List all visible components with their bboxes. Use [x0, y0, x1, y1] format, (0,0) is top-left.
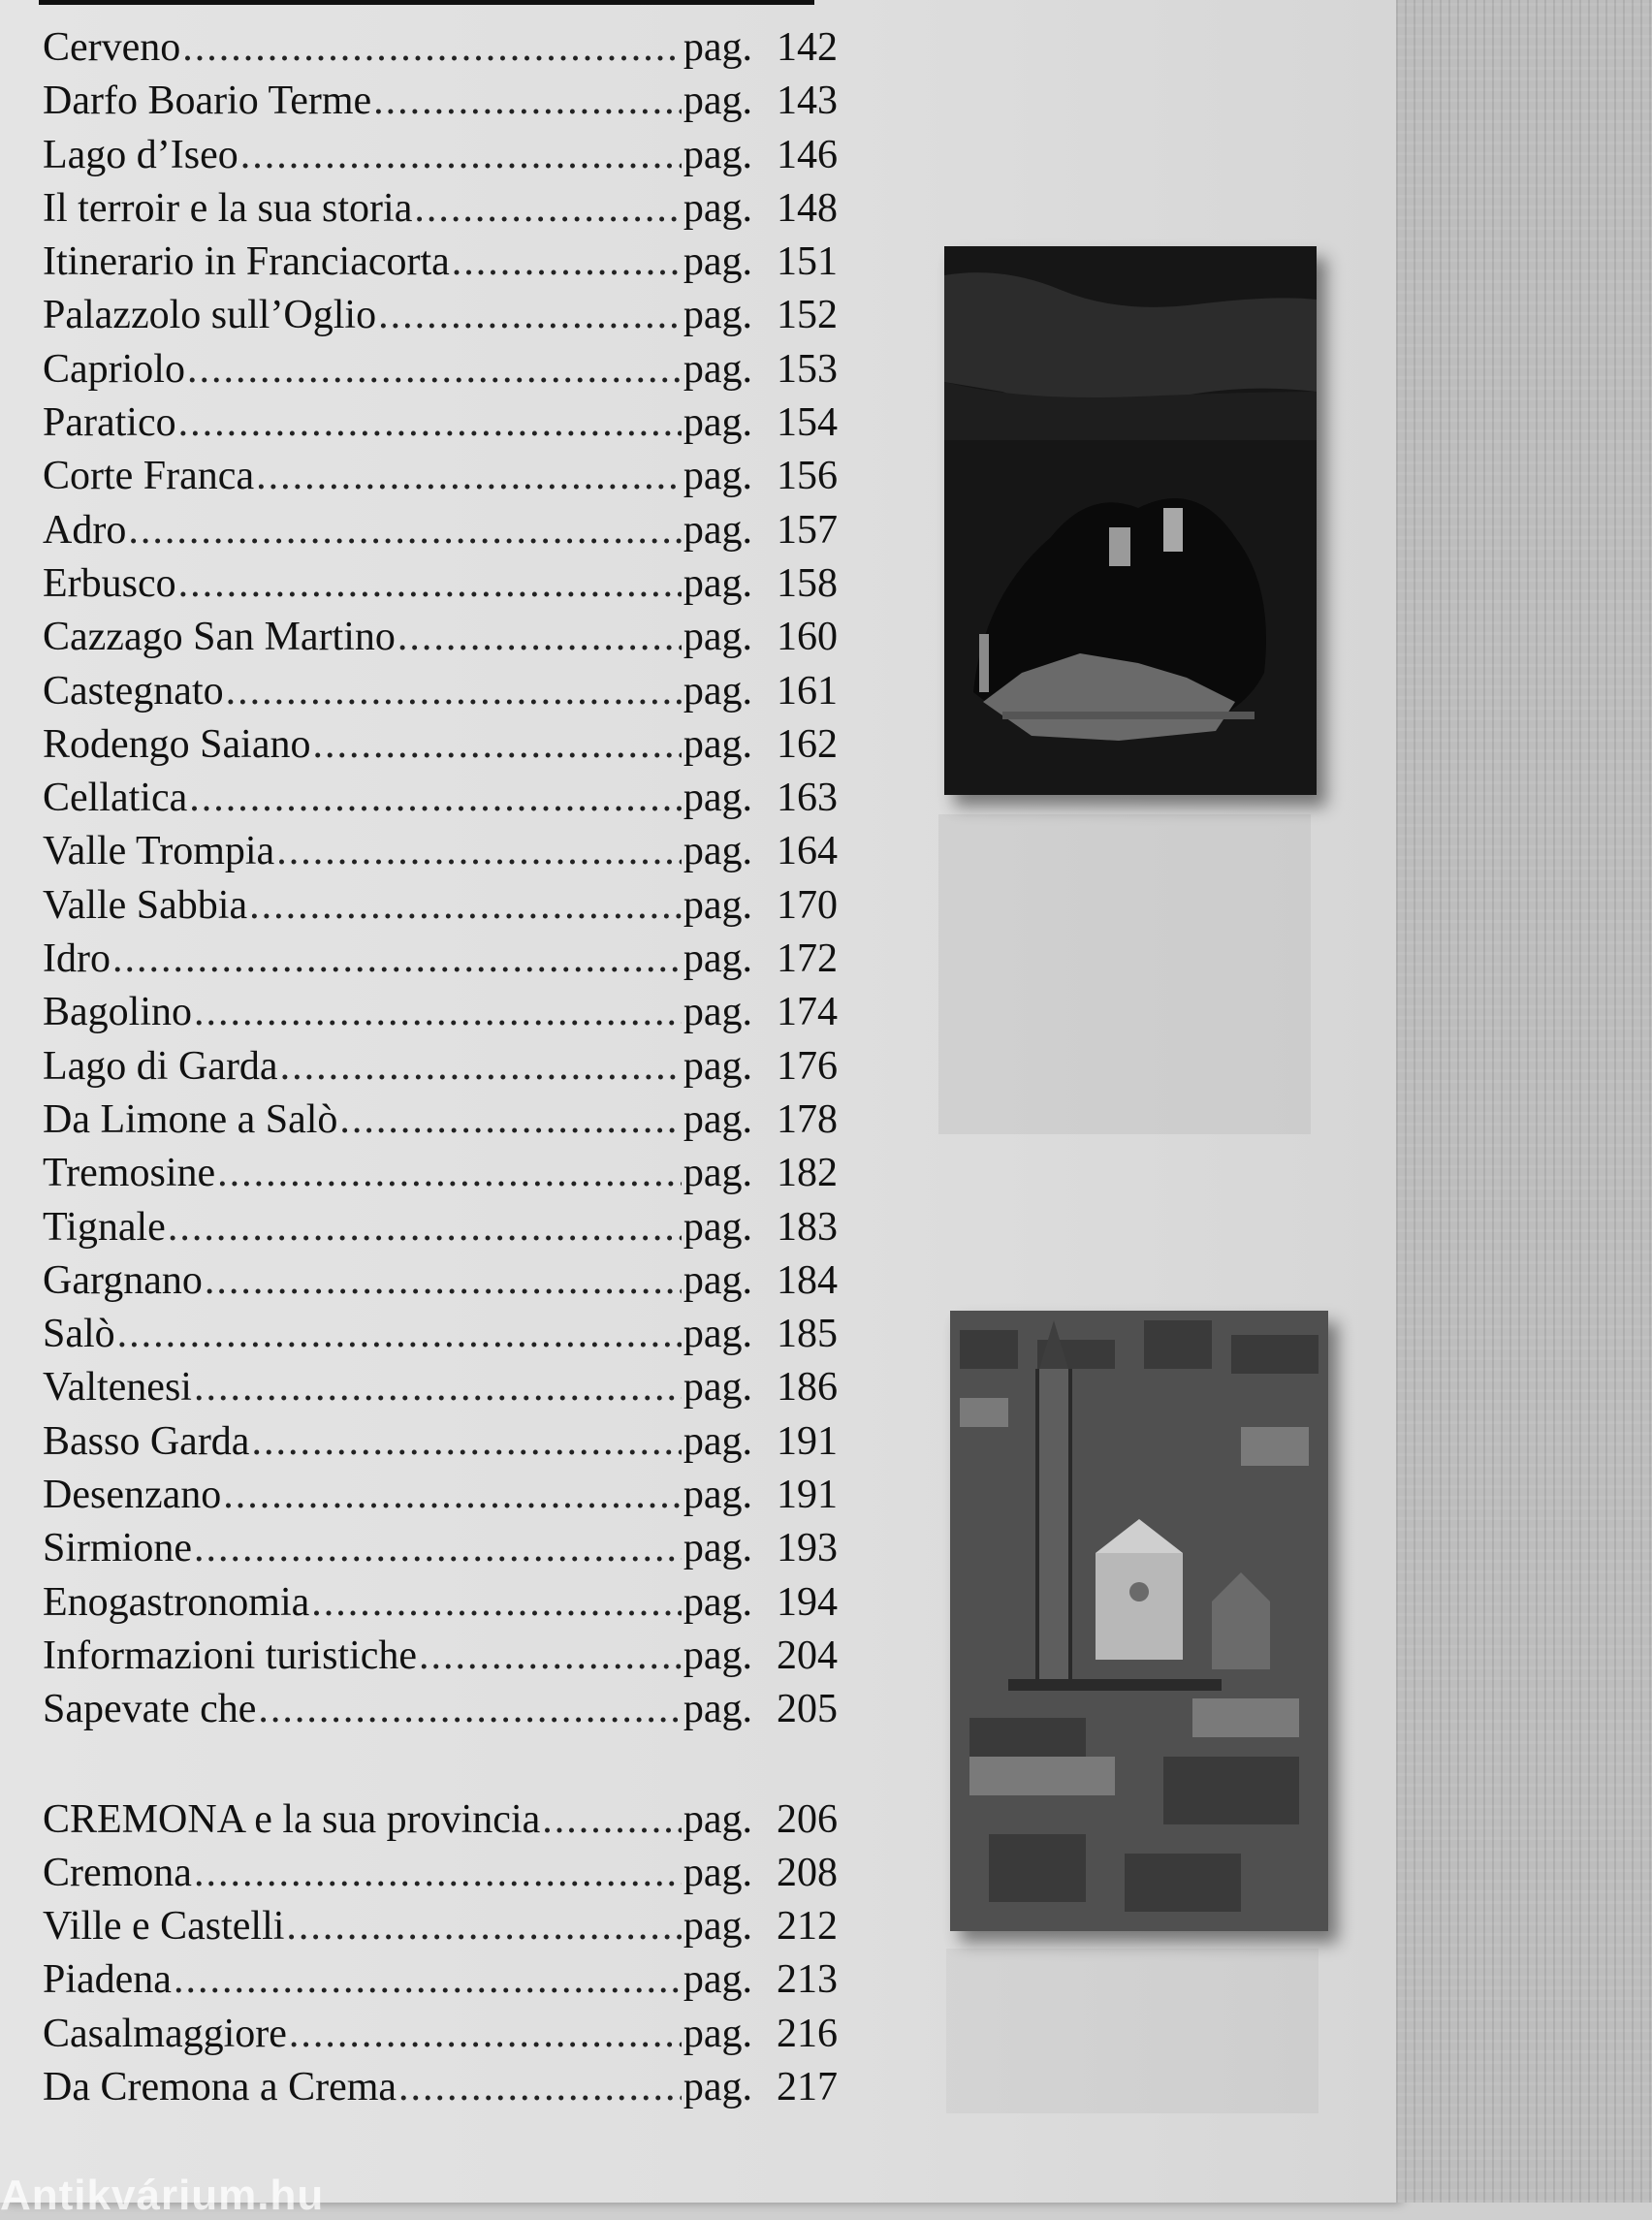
toc-entry — [43, 238, 838, 292]
toc-entry-title: Capriolo — [43, 346, 185, 392]
toc-entry-title: Cellatica — [43, 776, 188, 821]
leader-dots — [312, 721, 681, 768]
toc-entry — [43, 1686, 838, 1739]
toc-entry-page-number: 161 — [777, 668, 838, 714]
leader-dots — [174, 1956, 682, 2003]
toc-entry — [43, 668, 838, 721]
toc-entry-page-number: 153 — [777, 346, 838, 392]
toc-entry-title: Casalmaggiore — [43, 2011, 287, 2056]
toc-entry — [43, 1096, 838, 1150]
toc-entry-title: Basso Garda — [43, 1418, 250, 1464]
toc-entry-page-number: 170 — [777, 882, 838, 928]
leader-dots — [280, 1043, 682, 1090]
toc-entry-title: Sapevate che — [43, 1687, 257, 1732]
book-edge-background — [1396, 0, 1652, 2203]
toc-entry-page-label: pag. — [683, 1204, 752, 1250]
toc-entry-page-number: 163 — [777, 776, 838, 821]
toc-entry-page-number: 162 — [777, 721, 838, 767]
toc-entry-title: Tignale — [43, 1204, 166, 1250]
toc-entry-page-number: 193 — [777, 1526, 838, 1571]
toc-entry — [43, 882, 838, 936]
toc-entry-page-label: pag. — [683, 1796, 752, 1842]
toc-entry-page-label: pag. — [683, 1904, 752, 1950]
toc-entry-page-label: pag. — [683, 1850, 752, 1895]
toc-entry-page-number: 216 — [777, 2011, 838, 2056]
leader-dots — [286, 1903, 681, 1950]
toc-entry — [43, 1850, 838, 1903]
toc-entry-page-label: pag. — [683, 1633, 752, 1678]
toc-entry-page-number: 172 — [777, 936, 838, 982]
toc-entry — [43, 1903, 838, 1956]
leader-dots — [452, 238, 682, 285]
leader-dots — [414, 185, 682, 232]
leader-dots — [373, 78, 682, 124]
toc-entry-title: Lago di Garda — [43, 1043, 278, 1089]
photo-city-drawing — [950, 1311, 1328, 1931]
toc-entry-page-label: pag. — [683, 1151, 752, 1196]
toc-entry-title: Enogastronomia — [43, 1579, 310, 1625]
toc-entry — [43, 828, 838, 881]
toc-entry-page-number: 191 — [777, 1473, 838, 1518]
toc-entry — [43, 936, 838, 989]
top-rule — [39, 0, 814, 5]
toc-entry-page-number: 183 — [777, 1204, 838, 1250]
section-gap — [43, 1740, 838, 1796]
toc-entry — [43, 399, 838, 453]
toc-entry-page-number: 157 — [777, 507, 838, 553]
leader-dots — [289, 2011, 682, 2057]
toc-entry — [43, 1150, 838, 1203]
toc-entry-page-number: 212 — [777, 1904, 838, 1950]
toc-entry-page-label: pag. — [683, 2064, 752, 2109]
leader-dots — [189, 775, 682, 821]
leader-dots — [194, 989, 682, 1035]
watermark: Antikvárium.hu — [0, 2172, 325, 2219]
toc-entry — [43, 1956, 838, 2010]
toc-entry-page-number: 194 — [777, 1579, 838, 1625]
toc-entry-page-number: 151 — [777, 239, 838, 285]
toc-entry-page-number: 184 — [777, 1257, 838, 1303]
leader-dots — [223, 1472, 682, 1518]
toc-entry-page-label: pag. — [683, 1687, 752, 1732]
leader-dots — [168, 1204, 682, 1251]
toc-entry — [43, 1257, 838, 1311]
leader-dots — [240, 132, 682, 178]
toc-entry — [43, 346, 838, 399]
toc-entry-page-number: 217 — [777, 2064, 838, 2109]
toc-entry-page-label: pag. — [683, 239, 752, 285]
toc-entry — [43, 185, 838, 238]
photo-lake-drawing — [944, 246, 1317, 795]
leader-dots — [226, 668, 682, 714]
toc-entry-page-number: 208 — [777, 1850, 838, 1895]
leader-dots — [419, 1633, 682, 1679]
toc-entry-title: Desenzano — [43, 1473, 222, 1518]
toc-entry — [43, 1796, 838, 1850]
toc-entry-page-label: pag. — [683, 829, 752, 874]
toc-entry-page-label: pag. — [683, 776, 752, 821]
toc-entry-title: Adro — [43, 507, 127, 553]
toc-entry-page-label: pag. — [683, 185, 752, 231]
toc-entry-title: Tremosine — [43, 1151, 216, 1196]
toc-entry — [43, 24, 838, 78]
toc-entry-page-number: 174 — [777, 990, 838, 1035]
toc-entry-page-number: 156 — [777, 454, 838, 499]
leader-dots — [178, 399, 682, 446]
toc-entry — [43, 775, 838, 828]
toc-entry-page-label: pag. — [683, 1957, 752, 2003]
leader-dots — [258, 1686, 681, 1732]
toc-entry-page-label: pag. — [683, 1365, 752, 1411]
toc-entry-page-label: pag. — [683, 668, 752, 714]
toc-entry-page-label: pag. — [683, 2011, 752, 2056]
leader-dots — [398, 2064, 682, 2110]
toc-entry-page-number: 158 — [777, 560, 838, 606]
leader-dots — [249, 882, 682, 929]
toc-entry-title: Ville e Castelli — [43, 1904, 285, 1950]
toc-entry — [43, 1204, 838, 1257]
toc-entry-page-number: 164 — [777, 829, 838, 874]
photo-lake-island-castle — [944, 246, 1317, 795]
toc-entry-page-number: 143 — [777, 79, 838, 124]
toc-entry-title: Castegnato — [43, 668, 224, 714]
toc-entry — [43, 1311, 838, 1364]
toc-entry-title: Piadena — [43, 1957, 172, 2003]
leader-dots — [311, 1579, 682, 1626]
leader-dots — [194, 1850, 682, 1896]
toc-entry-title: Cremona — [43, 1850, 192, 1895]
toc-entry-title: Cerveno — [43, 25, 181, 70]
toc-entry-title: Rodengo Saiano — [43, 721, 311, 767]
toc-entry-page-label: pag. — [683, 1096, 752, 1142]
leader-dots — [194, 1525, 682, 1571]
toc-entry — [43, 1364, 838, 1417]
toc-entry — [43, 132, 838, 185]
leader-dots — [194, 1364, 682, 1411]
toc-entry-page-number: 178 — [777, 1096, 838, 1142]
toc-entry-page-label: pag. — [683, 25, 752, 70]
toc-entry — [43, 1633, 838, 1686]
toc-entry-page-label: pag. — [683, 293, 752, 338]
toc-entry-title: Gargnano — [43, 1257, 203, 1303]
toc-entry — [43, 560, 838, 614]
toc-entry — [43, 292, 838, 345]
leader-dots — [339, 1096, 681, 1143]
toc-entry-page-label: pag. — [683, 507, 752, 553]
toc-entry — [43, 1043, 838, 1096]
toc-entry-page-label: pag. — [683, 400, 752, 446]
toc-entry-title: Salò — [43, 1312, 115, 1357]
toc-entry-title: Erbusco — [43, 560, 176, 606]
toc-entry-page-number: 206 — [777, 1796, 838, 1842]
toc-entry-page-label: pag. — [683, 882, 752, 928]
toc-entry-page-label: pag. — [683, 132, 752, 177]
toc-entry-page-number: 204 — [777, 1633, 838, 1678]
leader-dots — [178, 560, 682, 607]
toc-entry-page-number: 205 — [777, 1687, 838, 1732]
toc-entry-title: Paratico — [43, 400, 176, 446]
leader-dots — [256, 453, 682, 499]
leader-dots — [251, 1418, 681, 1465]
toc-entry-page-label: pag. — [683, 1312, 752, 1357]
toc-entry-page-number: 160 — [777, 615, 838, 660]
faded-bleed-through — [938, 814, 1311, 1134]
toc-entry-title: CREMONA e la sua provincia — [43, 1796, 541, 1842]
toc-entry-title: Bagolino — [43, 990, 192, 1035]
toc-entry-title: Corte Franca — [43, 454, 255, 499]
toc-entry-page-label: pag. — [683, 1043, 752, 1089]
toc-entry-page-number: 176 — [777, 1043, 838, 1089]
toc-entry-title: Darfo Boario Terme — [43, 79, 372, 124]
toc-entry-page-number: 182 — [777, 1151, 838, 1196]
toc-entry-page-label: pag. — [683, 936, 752, 982]
toc-entry — [43, 614, 838, 667]
toc-entry-title: Cazzago San Martino — [43, 615, 396, 660]
toc-entry-page-label: pag. — [683, 346, 752, 392]
toc-entry-page-number: 213 — [777, 1957, 838, 2003]
toc-entry-page-number: 186 — [777, 1365, 838, 1411]
toc-entry-title: Palazzolo sull’Oglio — [43, 293, 377, 338]
leader-dots — [378, 292, 682, 338]
toc-entry-page-number: 154 — [777, 400, 838, 446]
toc-entry-page-label: pag. — [683, 1473, 752, 1518]
toc-entry — [43, 1525, 838, 1578]
toc-entry — [43, 989, 838, 1042]
toc-entry-page-label: pag. — [683, 990, 752, 1035]
toc-entry — [43, 1579, 838, 1633]
toc-entry-page-label: pag. — [683, 615, 752, 660]
toc-entry — [43, 453, 838, 506]
toc-entry-title: Informazioni turistiche — [43, 1633, 418, 1678]
toc-entry-title: Da Limone a Salò — [43, 1096, 338, 1142]
leader-dots — [182, 24, 682, 71]
leader-dots — [205, 1257, 682, 1304]
toc-entry-page-number: 191 — [777, 1418, 838, 1464]
toc-entry-page-label: pag. — [683, 721, 752, 767]
faded-bleed-through — [946, 1949, 1318, 2113]
leader-dots — [117, 1311, 682, 1357]
toc-entry-title: Valle Trompia — [43, 829, 275, 874]
toc-entry — [43, 507, 838, 560]
leader-dots — [112, 936, 682, 982]
toc-entry-title: Lago d’Iseo — [43, 132, 238, 177]
toc-entry — [43, 78, 838, 131]
toc-entry-title: Il terroir e la sua storia — [43, 185, 413, 231]
leader-dots — [128, 507, 682, 554]
toc-entry-title: Idro — [43, 936, 111, 982]
toc-entry-title: Da Cremona a Crema — [43, 2064, 397, 2109]
toc-entry-page-number: 152 — [777, 293, 838, 338]
photo-cremona-aerial — [950, 1311, 1328, 1931]
toc-entry-page-number: 146 — [777, 132, 838, 177]
leader-dots — [217, 1150, 682, 1196]
leader-dots — [397, 614, 682, 660]
toc-entry-page-label: pag. — [683, 560, 752, 606]
toc-entry-page-number: 185 — [777, 1312, 838, 1357]
toc-entry-page-label: pag. — [683, 79, 752, 124]
toc-entry-title: Valtenesi — [43, 1365, 192, 1411]
toc-entry-page-label: pag. — [683, 1257, 752, 1303]
leader-dots — [187, 346, 682, 393]
toc-entry — [43, 1418, 838, 1472]
toc-entry-page-number: 142 — [777, 25, 838, 70]
toc-entry-page-label: pag. — [683, 1526, 752, 1571]
toc-entry — [43, 2064, 838, 2117]
toc-entry — [43, 721, 838, 775]
table-of-contents — [43, 24, 838, 2117]
toc-entry-title: Itinerario in Franciacorta — [43, 239, 450, 285]
toc-entry-title: Sirmione — [43, 1526, 192, 1571]
toc-entry — [43, 2011, 838, 2064]
leader-dots — [542, 1796, 682, 1843]
toc-entry-title: Valle Sabbia — [43, 882, 248, 928]
toc-entry-page-label: pag. — [683, 454, 752, 499]
toc-entry-page-number: 148 — [777, 185, 838, 231]
toc-entry — [43, 1472, 838, 1525]
toc-entry-page-label: pag. — [683, 1579, 752, 1625]
toc-entry-page-label: pag. — [683, 1418, 752, 1464]
leader-dots — [276, 828, 682, 874]
